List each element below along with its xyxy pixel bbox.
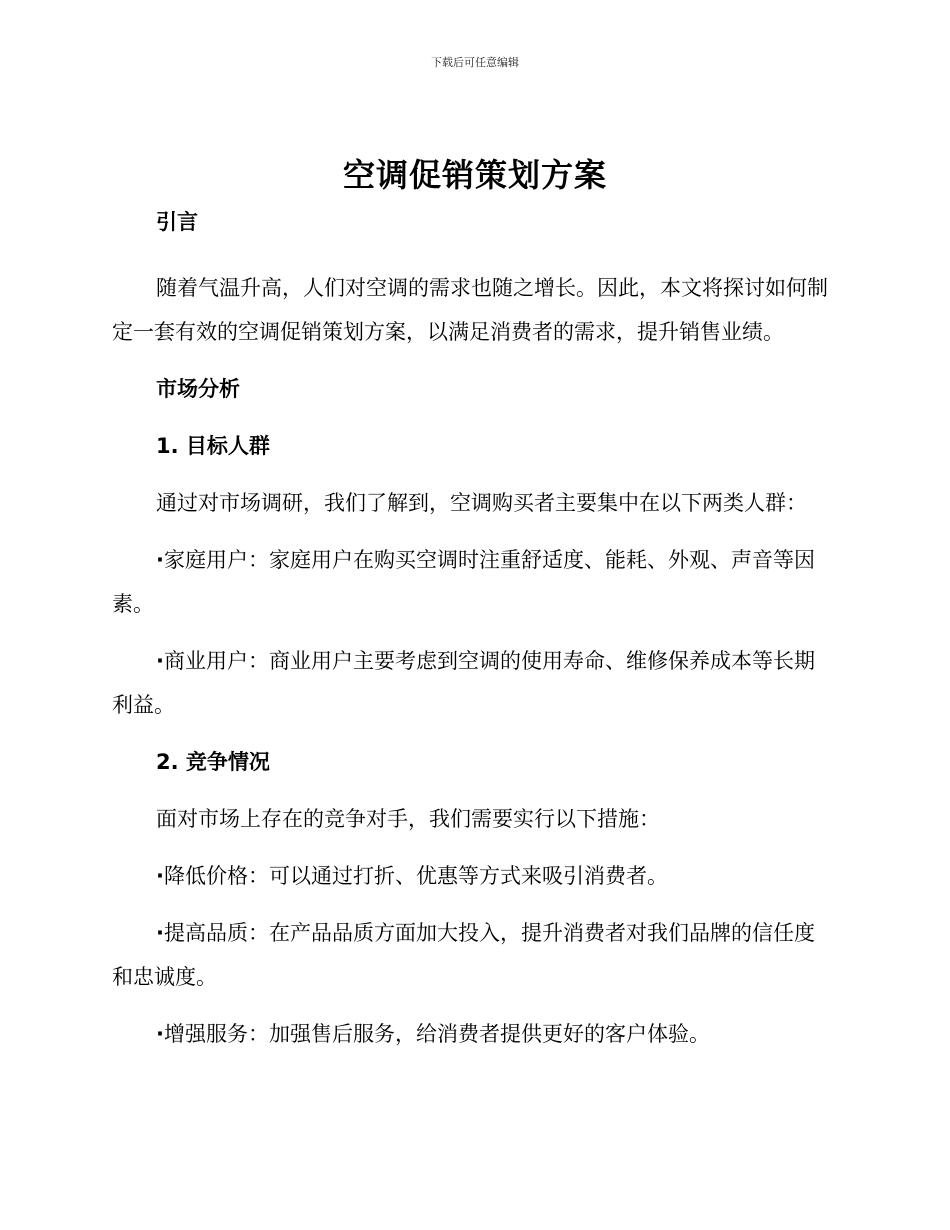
list-item: [112, 639, 832, 727]
list-item-text: 家庭用户：家庭用户在购买空调时注重舒适度、能耗、外观、声音等因素。: [112, 548, 815, 616]
list-item: [112, 854, 832, 898]
bullet-icon: ·: [156, 649, 164, 673]
list-item-text: 商业用户：商业用户主要考虑到空调的使用寿命、维修保养成本等长期利益。: [112, 649, 815, 717]
list-item-text: 降低价格：可以通过打折、优惠等方式来吸引消费者。: [163, 864, 668, 888]
list-item: [112, 911, 832, 999]
bullet-icon: ·: [156, 548, 164, 572]
intro-paragraph: 随着气温升高，人们对空调的需求也随之增长。因此，本文将探讨如何制定一套有效的空调促销策划方案，以满足消费者的需求，提升销售业绩。: [112, 276, 828, 344]
list-item-text: 提高品质：在产品品质方面加大投入，提升消费者对我们品牌的信任度和忠诚度。: [112, 921, 815, 989]
target-audience-paragraph: 通过对市场调研，我们了解到，空调购买者主要集中在以下两类人群：: [156, 491, 807, 515]
target-audience-heading: 1. 目标人群: [156, 434, 270, 458]
competition-paragraph: 面对市场上存在的竞争对手，我们需要实行以下措施：: [156, 807, 660, 831]
document-body: [112, 200, 832, 1069]
market-analysis-heading: 市场分析: [156, 377, 240, 401]
competition-heading: 2. 竞争情况: [156, 750, 270, 774]
document-title: 空调促销策划方案: [342, 156, 607, 194]
intro-heading: 引言: [156, 210, 198, 234]
header-note: 下载后可任意编辑: [431, 56, 519, 69]
bullet-icon: ·: [156, 921, 164, 945]
list-item: [112, 538, 832, 626]
list-item-text: 增强服务：加强售后服务，给消费者提供更好的客户体验。: [163, 1022, 710, 1046]
bullet-icon: ·: [156, 864, 164, 888]
list-item: [112, 1012, 832, 1056]
bullet-icon: ·: [156, 1022, 164, 1046]
